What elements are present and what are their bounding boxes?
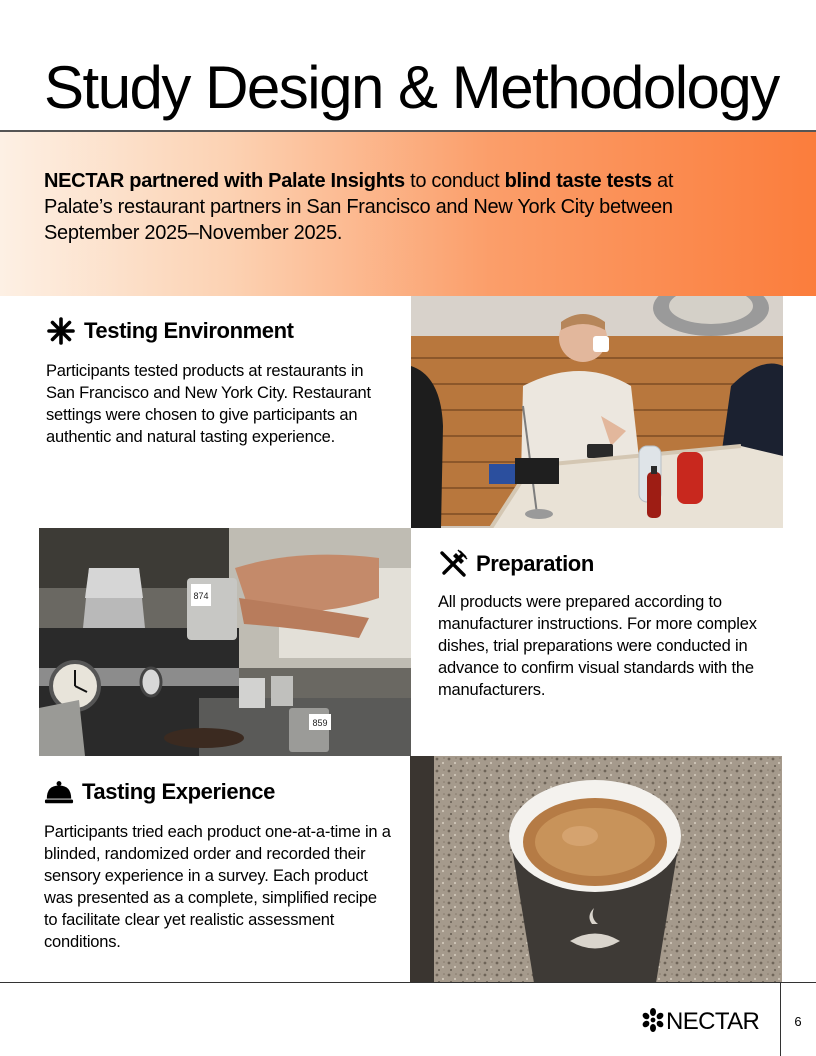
utensils-crossed-icon: [438, 549, 468, 579]
section-title: Preparation: [476, 551, 594, 576]
section-body: All products were prepared according to manufacturer instructions. For more complex dishes, trial preparations were conducted in advance to confirm visual standards with the manufacturers.: [438, 593, 757, 699]
intro-emphasis-method: blind taste tests: [504, 170, 652, 192]
photo-espresso-machine: [39, 528, 411, 756]
section-body: Participants tested products at restaurants in San Francisco and New York City. Restaurant settings were chosen to give participants an authentic and natural tasting experience.: [46, 362, 371, 446]
section-body: Participants tried each product one-at-a-time in a blinded, randomized order and recorded their sensory experience in a survey. Each product was presented as a complete, simplified recipe to facilitate clear yet realistic assessment conditions.: [44, 823, 391, 951]
cloche-icon: [44, 777, 74, 807]
photo-participant-drinking: [411, 296, 783, 528]
asterisk-icon: [46, 316, 76, 346]
intro-text: [44, 168, 744, 246]
intro-banner: [0, 132, 816, 296]
page-title: Study Design & Methodology: [44, 54, 779, 121]
cup-label-859: 859: [312, 718, 328, 728]
intro-text-span: at Palate’s restaurant partners in San Francisco and New York City between September 2025–November 2025.: [44, 170, 674, 244]
cup-label-874: 874: [193, 591, 209, 601]
section-testing-environment: [46, 314, 396, 448]
intro-text-span: to conduct: [404, 170, 505, 192]
section-tasting-experience: [44, 775, 404, 953]
section-preparation: [438, 547, 778, 701]
page-number: 6: [794, 1014, 802, 1029]
footer-divider: [0, 982, 816, 983]
brand-name: NECTAR: [666, 1008, 760, 1035]
intro-emphasis-partner: NECTAR partnered with Palate Insights: [44, 170, 405, 192]
nectar-flower-icon: [642, 1008, 664, 1037]
section-title: Tasting Experience: [82, 779, 275, 804]
brand-logo: [642, 1008, 759, 1036]
section-title: Testing Environment: [84, 318, 294, 343]
photo-coffee-cup: [410, 756, 782, 983]
